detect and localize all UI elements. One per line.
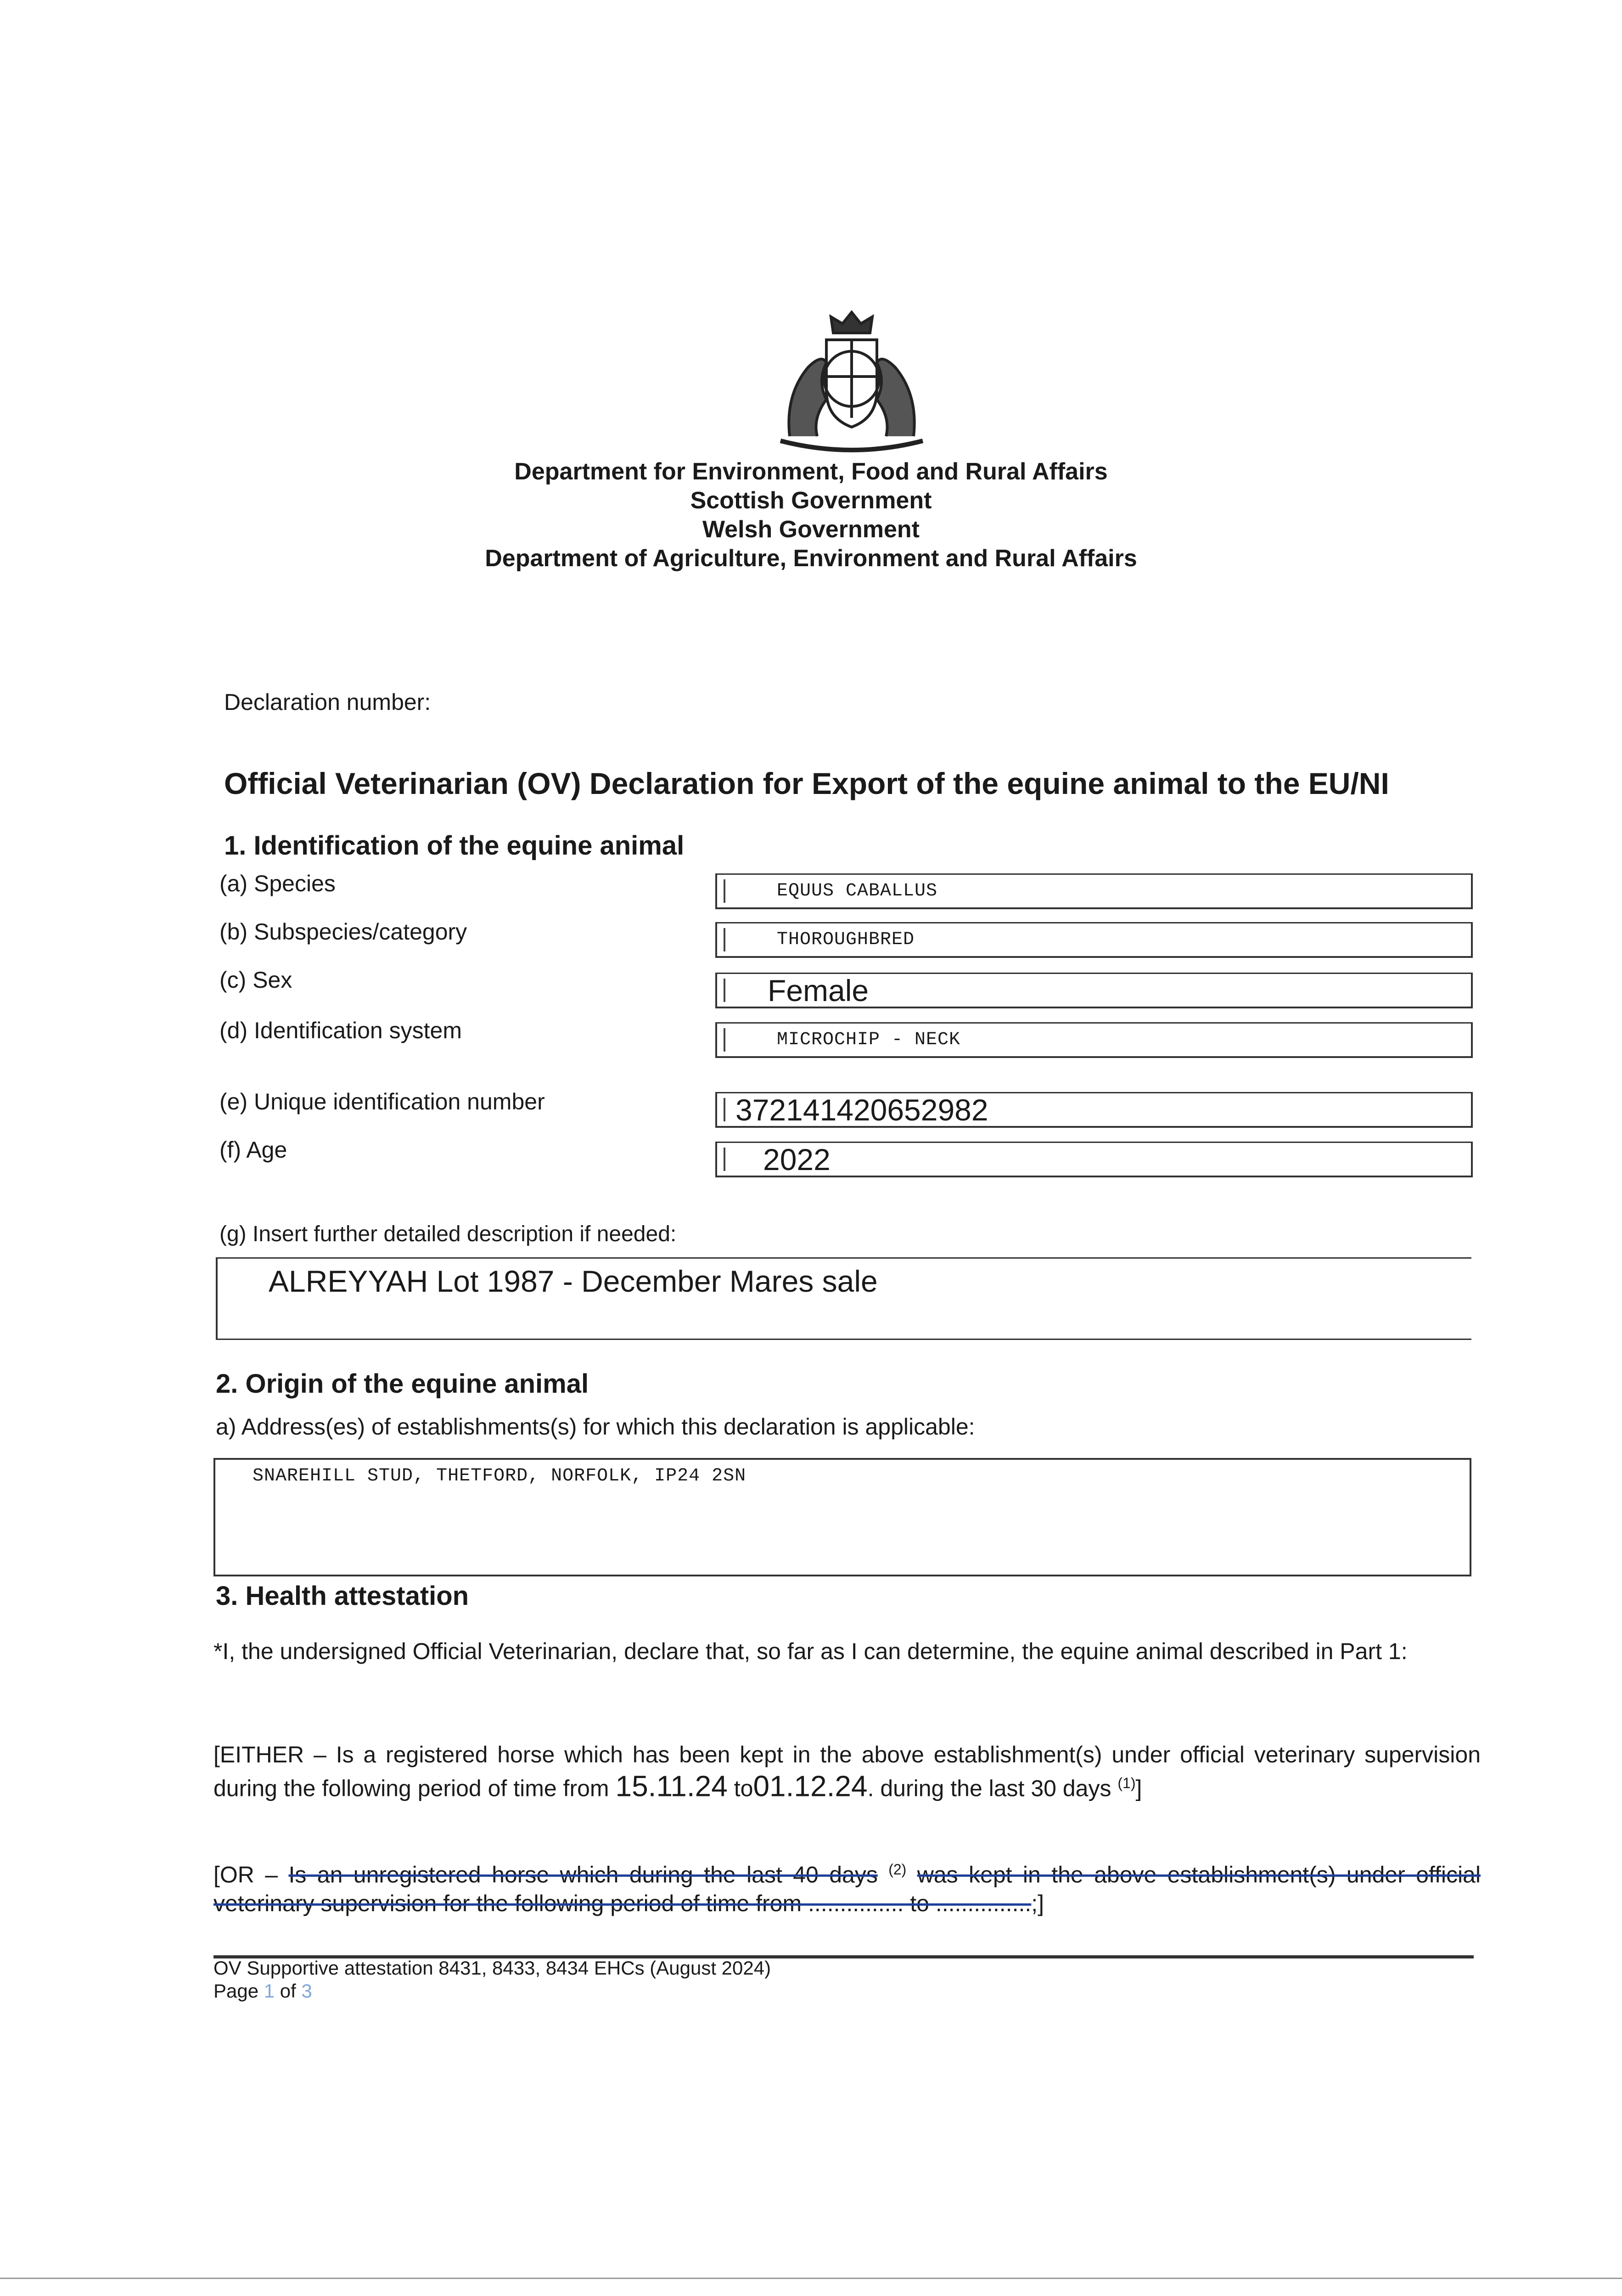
age-value: 2022: [763, 1142, 831, 1176]
department-name-welsh-gov: Welsh Government: [702, 516, 920, 543]
or-struck-text-2: was kept in the above establishment(s) under official veterinary supervision for the following period of time from ............... to ...............: [213, 1862, 1481, 1916]
subspecies-value: THOROUGHBRED: [777, 929, 915, 950]
either-text: [EITHER – Is a registered horse which has been kept in the above establishment(s) under official veterinary supervision during the following period of time from: [213, 1742, 1481, 1801]
sex-label: (c) Sex: [219, 967, 292, 993]
royal-coat-of-arms-icon: [762, 303, 941, 455]
identification-system-value: MICROCHIP - NECK: [777, 1030, 961, 1050]
scan-edge-line: [0, 2278, 1622, 2279]
of-word: of: [280, 1980, 296, 2002]
or-footnote: (2): [888, 1861, 907, 1878]
sex-value: Female: [768, 973, 869, 1007]
page-word: Page: [213, 1980, 259, 2002]
page-number: 1: [264, 1980, 275, 2002]
either-clause: [213, 1740, 1481, 1803]
species-label: (a) Species: [219, 871, 336, 896]
sex-field[interactable]: [715, 973, 1473, 1008]
page-indicator: [213, 1980, 312, 2002]
identification-system-field[interactable]: [715, 1022, 1473, 1058]
section-1-heading: 1. Identification of the equine animal: [224, 831, 685, 861]
to-word: to: [734, 1775, 753, 1801]
age-label: (f) Age: [219, 1137, 287, 1163]
unique-id-label: (e) Unique identification number: [219, 1089, 545, 1114]
either-footnote: (1): [1117, 1775, 1136, 1791]
attestation-intro: *I, the undersigned Official Veterinarian, declare that, so far as I can determine, the equine animal described in Part 1:: [213, 1638, 1408, 1664]
species-value: EQUUS CABALLUS: [777, 881, 938, 901]
either-end: . during the last 30 days: [867, 1775, 1111, 1801]
or-struck-text: Is an unregistered horse which during the last 40 days: [288, 1862, 878, 1888]
age-field[interactable]: [715, 1142, 1473, 1177]
further-description-value: ALREYYAH Lot 1987 - December Mares sale: [269, 1264, 878, 1298]
or-close: ;]: [1031, 1890, 1044, 1916]
further-description-label: (g) Insert further detailed description if needed:: [219, 1222, 677, 1246]
or-clause: [213, 1855, 1481, 1918]
address-label: a) Address(es) of establishments(s) for which this declaration is applicable:: [216, 1414, 975, 1440]
date-to: 01.12.24: [753, 1769, 868, 1803]
declaration-number-label: Declaration number:: [224, 689, 431, 715]
department-name-defra: Department for Environment, Food and Rural Affairs: [514, 458, 1108, 485]
species-field[interactable]: [715, 873, 1473, 909]
department-name-daera: Department of Agriculture, Environment and Rural Affairs: [485, 545, 1137, 572]
date-from: 15.11.24: [615, 1769, 728, 1803]
subspecies-label: (b) Subspecies/category: [219, 919, 467, 945]
identification-system-label: (d) Identification system: [219, 1018, 462, 1043]
subspecies-field[interactable]: [715, 922, 1473, 958]
or-prefix: [OR –: [213, 1862, 278, 1888]
unique-id-value: 372141420652982: [735, 1092, 988, 1127]
address-value: SNAREHILL STUD, THETFORD, NORFOLK, IP24 2SN: [253, 1466, 746, 1486]
unique-id-field[interactable]: [715, 1092, 1473, 1128]
section-2-heading: 2. Origin of the equine animal: [216, 1369, 589, 1399]
page-total: 3: [301, 1980, 312, 2002]
department-name-scottish-gov: Scottish Government: [690, 487, 932, 514]
footer-reference: OV Supportive attestation 8431, 8433, 8434 EHCs (August 2024): [213, 1957, 771, 1979]
page-title: Official Veterinarian (OV) Declaration for Export of the equine animal to the EU/NI: [224, 766, 1389, 800]
either-close: ]: [1135, 1775, 1142, 1801]
section-3-heading: 3. Health attestation: [216, 1581, 469, 1611]
